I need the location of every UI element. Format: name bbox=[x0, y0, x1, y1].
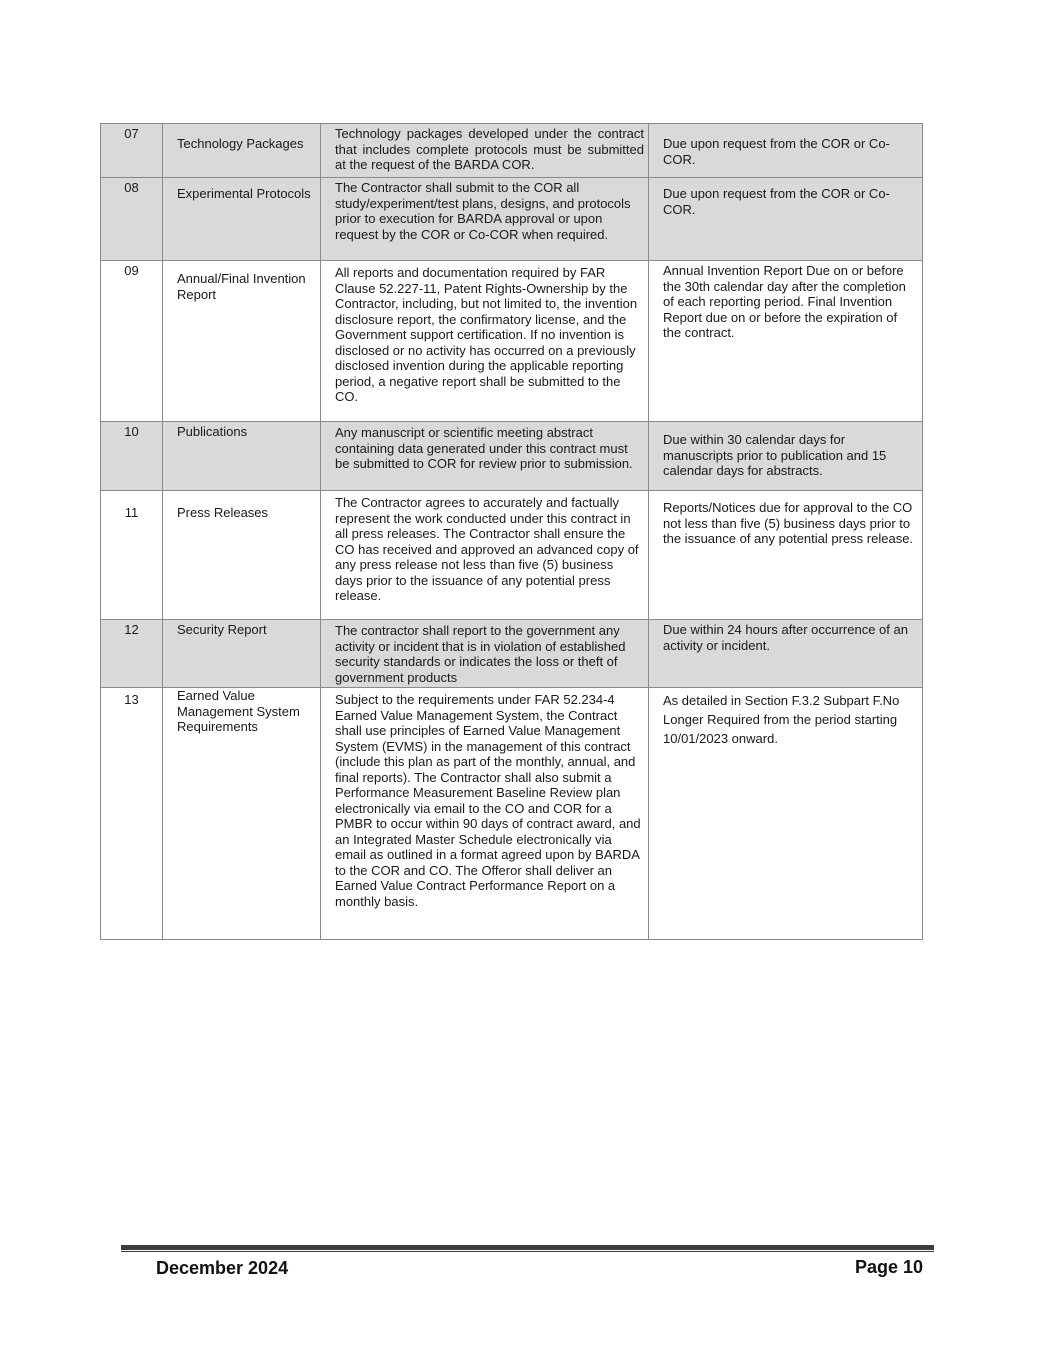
table-row bbox=[101, 620, 923, 688]
deliverable-description: All reports and documentation required by FAR Clause 52.227-11, Patent Rights-Ownership by the Contractor, including, but not limited to, the invention disclosure report, the confirmatory license, and the Government support certification. If no invention is disclosed or no activity has occurred on a previously disclosed invention during the applicable reporting period, a negative report shall be submitted to the CO. bbox=[321, 261, 649, 422]
deliverable-number: 09 bbox=[101, 261, 163, 422]
table-row bbox=[101, 178, 923, 261]
deliverable-due: As detailed in Section F.3.2 Subpart F.No Longer Required from the period starting 10/01/2023 onward. bbox=[649, 688, 923, 940]
deliverable-title: Press Releases bbox=[163, 491, 321, 620]
deliverable-description: The Contractor shall submit to the COR all study/experiment/test plans, designs, and protocols prior to execution for BARDA approval or upon request by the COR or Co-COR when required. bbox=[321, 178, 649, 261]
footer-rule bbox=[121, 1245, 934, 1250]
deliverable-number: 13 bbox=[101, 688, 163, 940]
deliverable-title: Security Report bbox=[163, 620, 321, 688]
deliverable-due: Due upon request from the COR or Co-COR. bbox=[649, 178, 923, 261]
footer-rule-thin bbox=[121, 1251, 934, 1252]
deliverable-title: Experimental Protocols bbox=[163, 178, 321, 261]
deliverable-description: Subject to the requirements under FAR 52.234-4 Earned Value Management System, the Contract shall use principles of Earned Value Management System (EVMS) in the management of this contract (include this plan as part of the monthly, annual, and final reports). The Contractor shall also submit a Performance Measurement Baseline Review plan electronically via email to the CO and COR for a PMBR to occur within 90 days of contract award, and an Integrated Master Schedule electronically via email as outlined in a format agreed upon by BARDA to the COR and CO. The Offeror shall deliver an Earned Value Contract Performance Report on a monthly basis. bbox=[321, 688, 649, 940]
deliverable-number: 07 bbox=[101, 124, 163, 178]
table-row bbox=[101, 261, 923, 422]
deliverable-title: Technology Packages bbox=[163, 124, 321, 178]
deliverable-number: 11 bbox=[101, 491, 163, 620]
deliverable-description: The contractor shall report to the government any activity or incident that is in violation of established security standards or indicates the loss or theft of government products bbox=[321, 620, 649, 688]
deliverable-due: Due within 24 hours after occurrence of an activity or incident. bbox=[649, 620, 923, 688]
deliverable-due: Due within 30 calendar days for manuscripts prior to publication and 15 calendar days for abstracts. bbox=[649, 422, 923, 491]
deliverables-table bbox=[100, 123, 923, 940]
deliverable-description: The Contractor agrees to accurately and factually represent the work conducted under this contract in all press releases. The Contractor shall ensure the CO has received and approved an advanced copy of any press release not less than five (5) business days prior to the issuance of any potential press release. bbox=[321, 491, 649, 620]
table-row bbox=[101, 491, 923, 620]
deliverable-number: 08 bbox=[101, 178, 163, 261]
deliverable-due: Reports/Notices due for approval to the CO not less than five (5) business days prior to the issuance of any potential press release. bbox=[649, 491, 923, 620]
table-row bbox=[101, 422, 923, 491]
deliverable-title: Annual/Final Invention Report bbox=[163, 261, 321, 422]
deliverable-description: Technology packages developed under the contract that includes complete protocols must be submitted at the request of the BARDA COR. bbox=[321, 124, 649, 178]
deliverable-due: Annual Invention Report Due on or before the 30th calendar day after the completion of each reporting period. Final Invention Report due on or before the expiration of the contract. bbox=[649, 261, 923, 422]
table-row bbox=[101, 124, 923, 178]
deliverable-title: Earned Value Management System Requirements bbox=[163, 688, 321, 940]
deliverable-number: 12 bbox=[101, 620, 163, 688]
table-row bbox=[101, 688, 923, 940]
footer-page-number: Page 10 bbox=[854, 1257, 923, 1277]
deliverable-title: Publications bbox=[163, 422, 321, 491]
deliverable-number: 10 bbox=[101, 422, 163, 491]
footer-date: December 2024 bbox=[156, 1258, 289, 1278]
deliverable-due: Due upon request from the COR or Co-COR. bbox=[649, 124, 923, 178]
deliverable-description: Any manuscript or scientific meeting abstract containing data generated under this contract must be submitted to COR for review prior to submission. bbox=[321, 422, 649, 491]
